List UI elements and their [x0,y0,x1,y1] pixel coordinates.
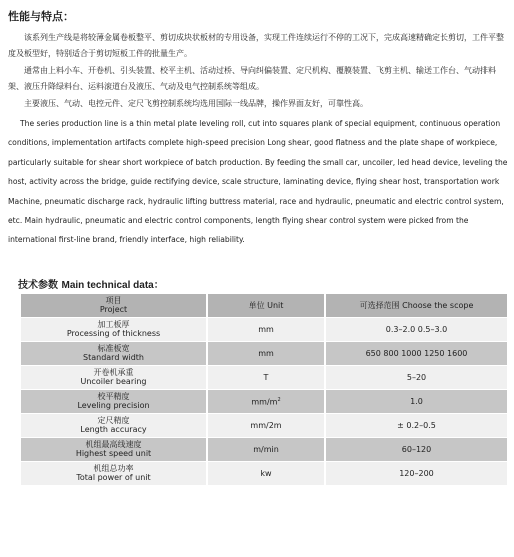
row-item-cell [21,317,207,341]
table-row [21,413,507,437]
row-item-cell [21,341,207,365]
row-unit-cell: mm [207,317,325,341]
table-title [18,276,508,291]
row-item-cell [21,413,207,437]
table-title-cn: 技术参数 [18,279,58,291]
header-item-cn: 项目 [105,295,122,305]
row-item-en: Standard width [83,353,144,363]
table-row [21,389,507,413]
row-item-cell [21,389,207,413]
row-item-cn: 标准板宽 [97,343,130,353]
header-item-en: Project [99,305,128,315]
row-item-cn: 机组总功率 [93,463,134,473]
row-unit-text: mm/m [251,397,278,407]
row-item-cn: 加工板厚 [97,319,130,329]
row-value-cell: 650 800 1000 1250 1600 [325,341,507,365]
header-unit-cell: 单位 Unit [207,294,325,318]
row-unit-cell: mm [207,341,325,365]
row-unit-cell: kw [207,461,325,485]
description-paragraph-en: The series production line is a thin metal plate leveling roll, cut into squares plank of special equipment, continuous operation conditions, implementation artifacts complete high-speed precision Long shear, good flatness and the plate shape of workpiece, particularly suitable for shear short workpiece of batch production. By feeding the small car, uncoiler, led head device, leveling the host, activity across the bridge, guide rectifying device, scale structure, laminating device, flying shear host, transportation work Machine, pneumatic discharge rack, hydraulic lifting buttress material, race and hydraulic, pneumatic and electric control system, etc. Main hydraulic, pneumatic and electric control components, length flying shear control system were picked from the international first-line brand, friendly interface, high reliability. [8,118,508,245]
description-paragraph-cn-3: 主要液压、气动、电控元件、定尺飞剪控制系统均选用国际一线品牌，操作界面友好，可靠性高。 [24,99,368,109]
row-item-cell [21,461,207,485]
header-range-cell: 可选择范围 Choose the scope [325,294,507,318]
row-value-cell: ± 0.2–0.5 [325,413,507,437]
description-paragraph-cn-1: 该系列生产线是将较薄金属卷板整平、剪切成块状板材的专用设备，实现工件连续运行不停的工况下，完成高速精确定长剪切，工件平整度及板型好，特别适合于剪切短板工件的批量生产。 [8,33,504,58]
technical-data-table [21,294,507,486]
row-item-en: Total power of unit [76,473,151,483]
row-item-cell [21,365,207,389]
table-row [21,317,507,341]
row-item-en: Highest speed unit [75,449,152,459]
row-item-cn: 机组最高线速度 [85,439,142,449]
table-row [21,437,507,461]
table-row [21,341,507,365]
row-unit-superscript: 2 [277,396,281,403]
row-item-cell [21,437,207,461]
row-value-cell: 0.3–2.0 0.5–3.0 [325,317,507,341]
row-item-cn: 校平精度 [97,391,130,401]
row-unit-cell [207,389,325,413]
description-paragraph-cn-2: 通常由上料小车、开卷机、引头装置、校平主机、活动过桥、导向纠偏装置、定尺机构、覆膜装置、飞剪主机、输送工作台、气动排料架、液压升降绿料台、运料滚道台及液压、气动及电气控制系统等组成。 [8,66,496,91]
row-value-cell: 1.0 [325,389,507,413]
table-row [21,365,507,389]
row-unit-cell: m/min [207,437,325,461]
row-unit-cell: T [207,365,325,389]
row-item-en: Length accuracy [80,425,147,435]
row-item-cn: 定尺精度 [97,415,130,425]
table-title-en: Main technical data： [61,279,164,291]
table-header-row [21,294,507,318]
row-item-en: Uncoiler bearing [80,377,147,387]
table-row [21,461,507,485]
row-value-cell: 60–120 [325,437,507,461]
row-item-cn: 开卷机承重 [93,367,134,377]
row-item-en: Processing of thickness [66,329,161,339]
row-value-cell: 5–20 [325,365,507,389]
section-heading: 性能与特点： [8,10,74,23]
row-unit-cell: mm/2m [207,413,325,437]
header-item-cell [21,294,207,318]
row-item-en: Leveling precision [77,401,150,411]
row-value-cell: 120–200 [325,461,507,485]
